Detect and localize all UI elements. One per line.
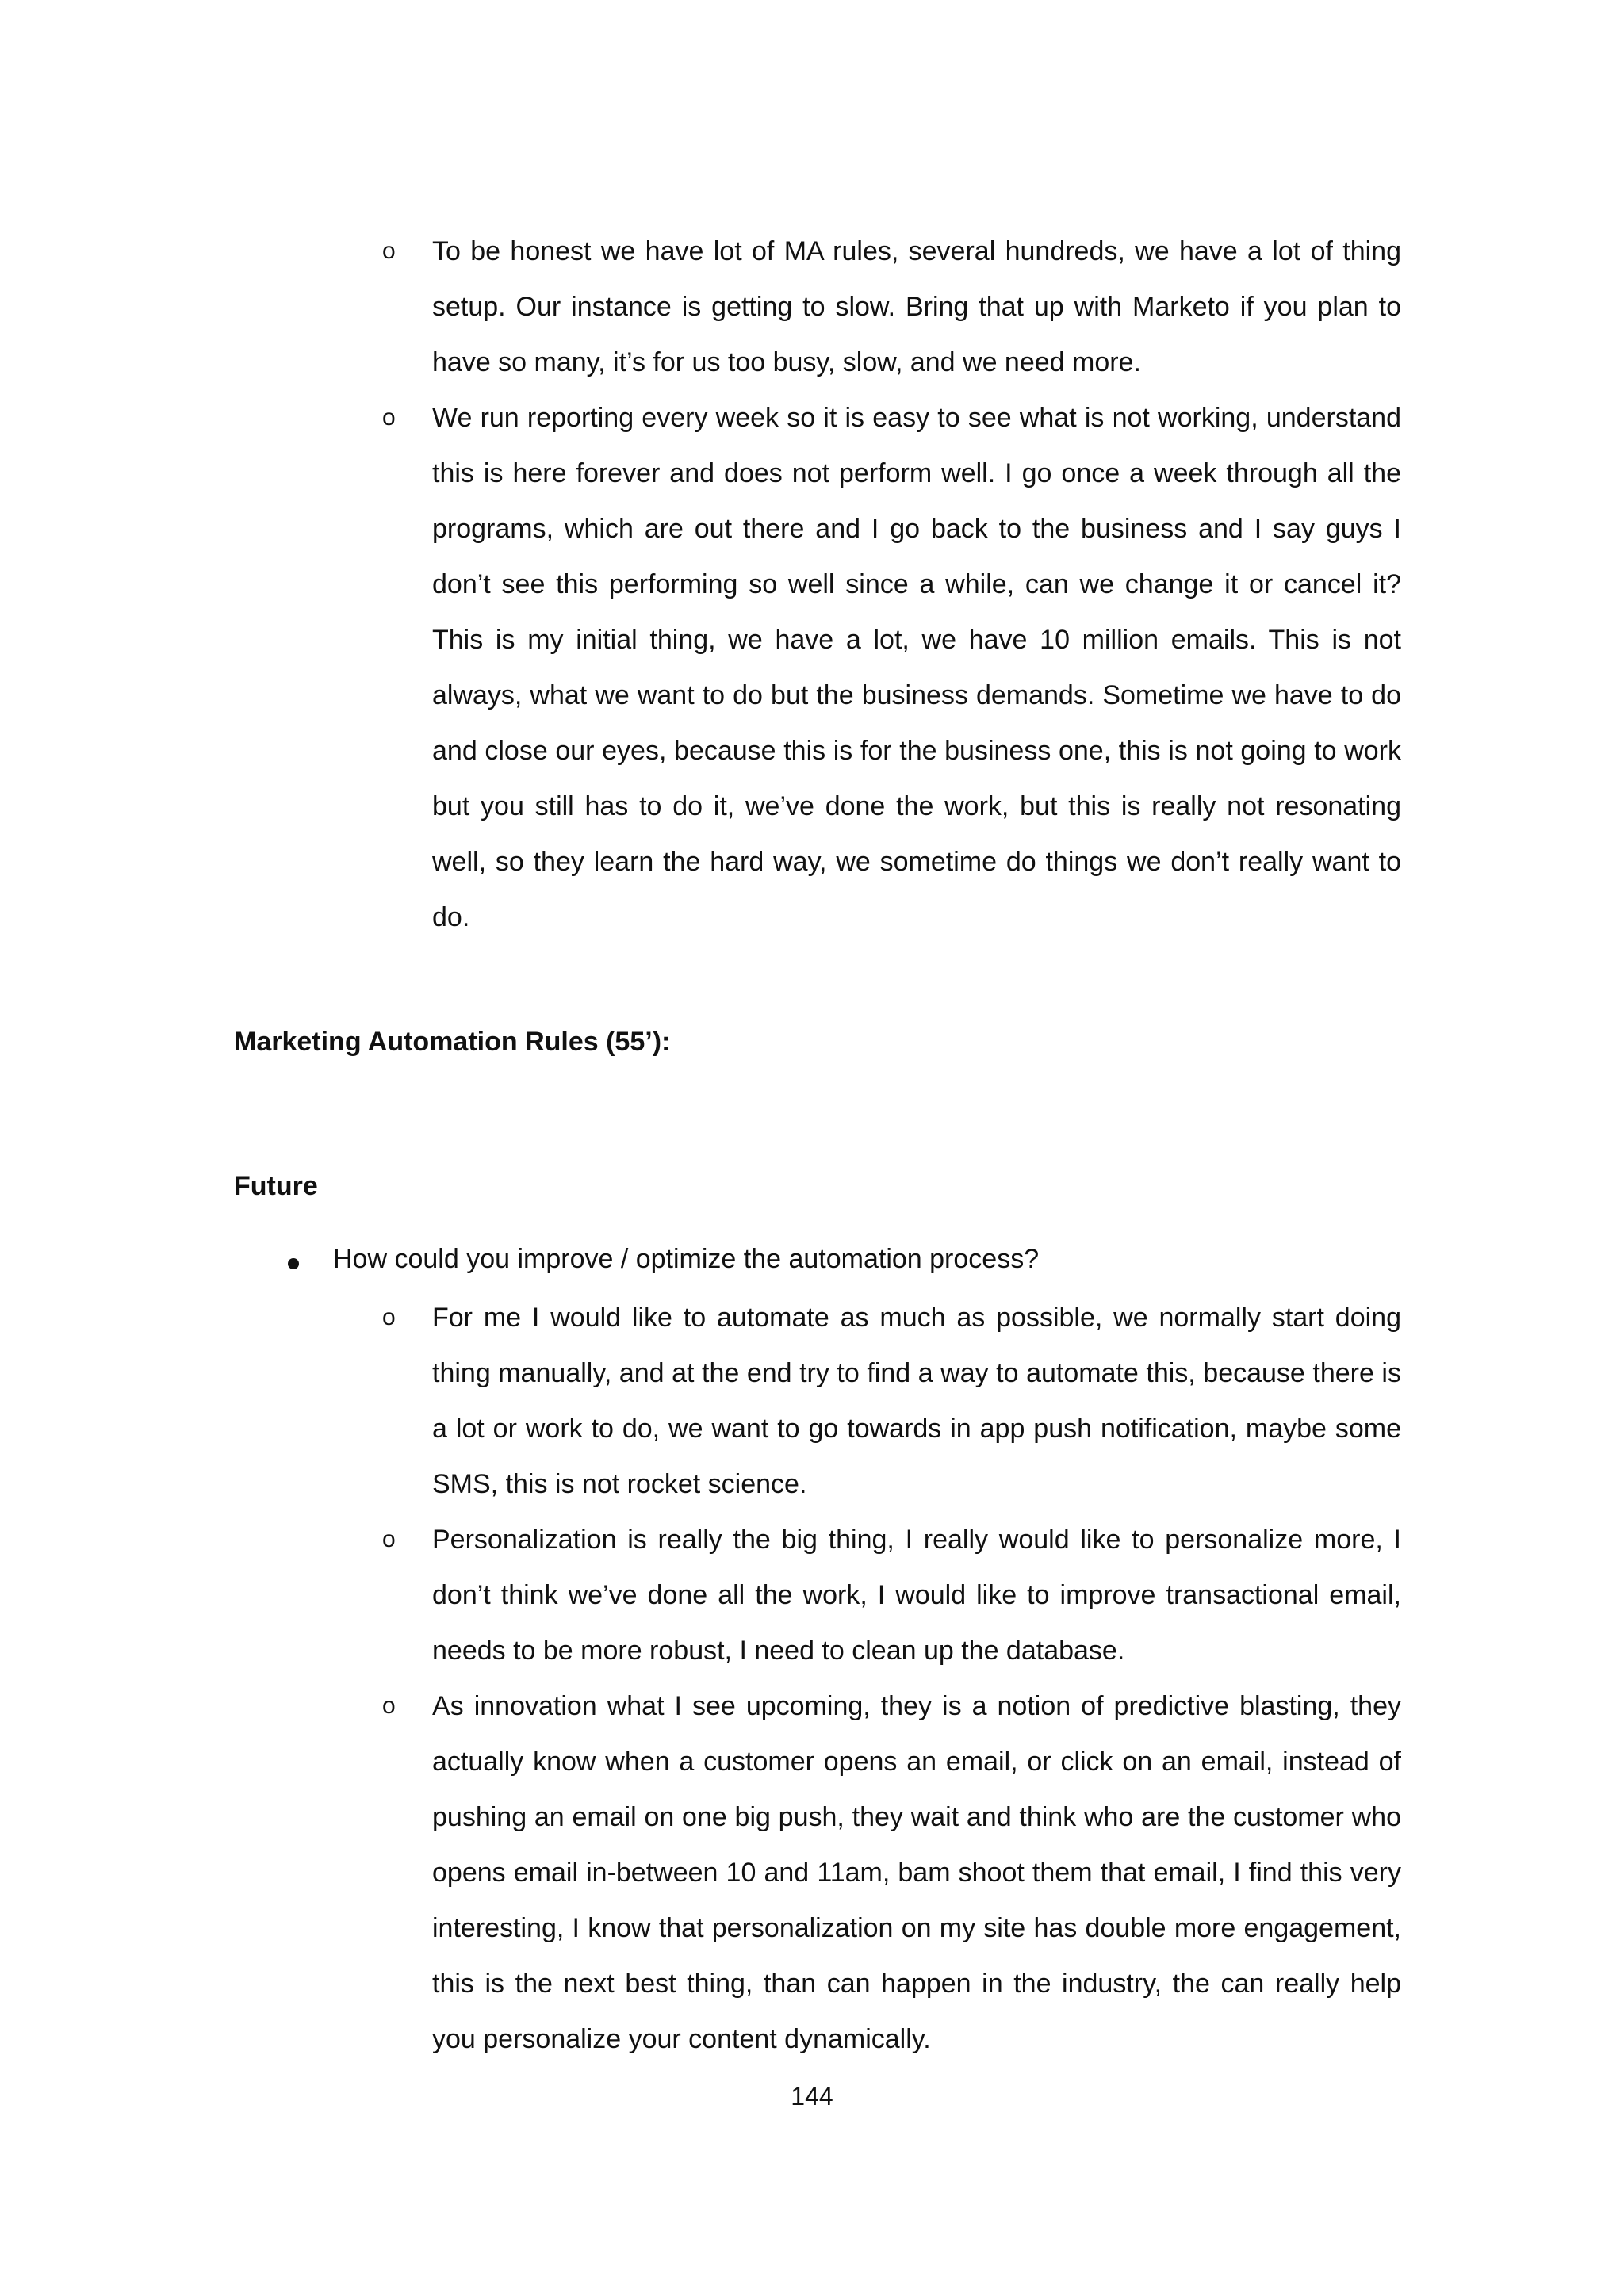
future-heading: Future — [234, 1171, 318, 1201]
sub-bullet-marker: o — [382, 1304, 396, 1330]
question-text: How could you improve / optimize the automation process? — [333, 1244, 1040, 1274]
sub-bullet-text: We run reporting every week so it is easy to see what is not working, understand this is here forever and does not perform well. I go once a week through all the programs, which are out there and I go back to the business and I say guys I don’t see this performing so well since a while, can we change it or cancel it? This is my initial thing, we have a lot, we have 10 million emails. This is not always, what we want to do but the business demands. Sometime we have to do and close our eyes, because this is for the business one, this is not going to work but you still has to do it, we’ve done the work, but this is really not resonating well, so they learn the hard way, we sometime do things we don’t really want to do. — [432, 403, 1401, 932]
answer-text: For me I would like to automate as much as possible, we normally start doing thing manually, and at the end try to find a way to automate this, because there is a lot or work to do, we want to go towards in app push notification, maybe some SMS, this is not rocket science. — [432, 1303, 1401, 1499]
section-heading: Marketing Automation Rules (55’): — [234, 1027, 671, 1057]
page-number: 144 — [791, 2082, 833, 2110]
sub-bullet-marker: o — [382, 404, 396, 430]
sub-bullet-marker: o — [382, 238, 396, 264]
sub-bullet-marker: o — [382, 1693, 396, 1719]
bullet-disc-icon — [288, 1258, 299, 1269]
sub-bullet-text: To be honest we have lot of MA rules, several hundreds, we have a lot of thing setup. Our instance is getting to slow. Bring that up with Marketo if you plan to have so many, it’s for us too busy, slow, and we need more. — [432, 236, 1401, 377]
sub-bullet-marker: o — [382, 1526, 396, 1552]
answer-text: As innovation what I see upcoming, they is a notion of predictive blasting, they actually know when a customer opens an email, or click on an email, instead of pushing an email on one big push, they wait and think who are the customer who opens email in-between 10 and 11am, bam shoot them that email, I find this very interesting, I know that personalization on my site has double more engagement, this is the next best thing, than can happen in the industry, the can really help you personalize your content dynamically. — [432, 1691, 1401, 2054]
answer-text: Personalization is really the big thing, I really would like to personalize more, I don’t think we’ve done all the work, I would like to improve transactional email, needs to be more robust, I need to clean up the database. — [432, 1525, 1401, 1666]
